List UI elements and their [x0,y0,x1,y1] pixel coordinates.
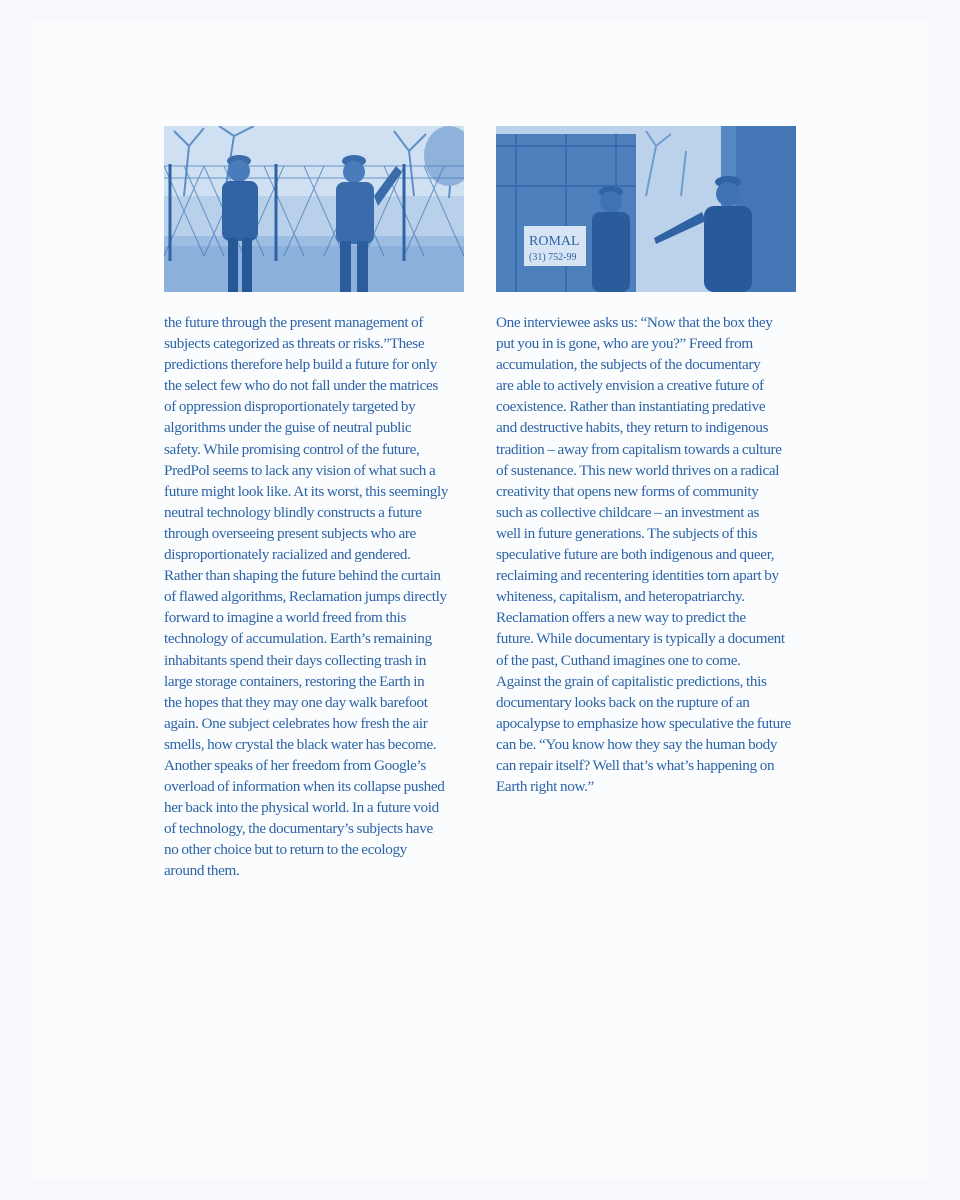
text-line: One interviewee asks us: “Now that the box they [496,314,773,331]
text-line: Another speaks of her freedom from Google’s [164,756,426,774]
text-line: technology of accumulation. Earth’s remaining [164,630,432,648]
figures-by-dumpster-photo [496,126,796,292]
text-line: forward to imagine a world freed from this [164,609,407,627]
text-line: speculative future are both indigenous and queer, [496,546,775,564]
text-line: put you in is gone, who are you?” Freed from [496,335,753,353]
text-line: through overseeing present subjects who are [164,524,416,542]
text-line: coexistence. Rather than instantiating predative [496,398,766,416]
text-line: future. While documentary is typically a document [496,630,785,648]
dumpster-label: ROMAL [529,234,580,249]
right-column-text [496,312,796,797]
text-line: smells, how crystal the black water has become. [164,735,437,753]
text-line: her back into the physical world. In a future void [164,799,439,817]
text-line: can be. “You know how they say the human body [496,735,778,753]
text-line: whiteness, capitalism, and heteropatriarchy. [496,588,745,606]
text-line: Against the grain of capitalistic predictions, this [496,672,767,690]
text-line: overload of information when its collapse pushed [164,778,445,796]
text-line: around them. [164,862,240,880]
text-line: such as collective childcare – an investment as [496,503,760,521]
text-line: can repair itself? Well that’s what’s happening on [496,756,775,774]
text-line: no other choice but to return to the ecology [164,841,407,859]
photo-fence-scene-icon [164,126,464,292]
text-line: are able to actively envision a creative future of [496,377,764,395]
text-line: of oppression disproportionately targeted by [164,398,416,416]
text-line: documentary looks back on the rupture of an [496,693,750,711]
text-line: of flawed algorithms, Reclamation jumps directly [164,588,447,606]
text-line: predictions therefore help build a future for only [164,356,437,374]
text-line: the select few who do not fall under the matrices [164,377,438,395]
text-line: Reclamation offers a new way to predict the [496,609,746,627]
text-line: again. One subject celebrates how fresh the air [164,714,428,732]
text-line: of the past, Cuthand imagines one to come. [496,651,741,669]
text-line: safety. While promising control of the future, [164,440,420,458]
text-line: disproportionately racialized and gendered. [164,546,411,564]
text-line: and destructive habits, they return to indigenous [496,419,769,437]
text-line: future might look like. At its worst, this seemingly [164,482,449,500]
text-line: creativity that opens new forms of community [496,482,759,500]
text-line: large storage containers, restoring the Earth in [164,672,425,690]
text-line: accumulation, the subjects of the documentary [496,356,761,374]
text-line: the hopes that they may one day walk barefoot [164,693,428,711]
text-line: inhabitants spend their days collecting trash in [164,651,426,669]
text-line: apocalypse to emphasize how speculative the future [496,714,791,732]
text-line: the future through the present management of [164,314,424,331]
text-line: tradition – away from capitalism towards a culture [496,440,782,458]
text-line: neutral technology blindly constructs a future [164,503,422,521]
two-figures-by-fence-photo [164,126,464,292]
dumpster-phone: (31) 752-99 [529,252,577,263]
text-line: PredPol seems to lack any vision of what such a [164,461,436,479]
photo-dumpster-scene-icon [496,126,796,292]
text-line: reclaiming and recentering identities torn apart by [496,567,779,585]
text-line: Rather than shaping the future behind the curtain [164,567,441,585]
text-line: Earth right now.” [496,778,594,796]
text-line: well in future generations. The subjects of this [496,524,758,542]
text-line: of technology, the documentary’s subjects have [164,820,433,838]
text-line: of sustenance. This new world thrives on a radical [496,461,780,479]
text-line: subjects categorized as threats or risks.”These [164,335,425,353]
left-column-text [164,312,464,882]
text-line: algorithms under the guise of neutral public [164,419,412,437]
